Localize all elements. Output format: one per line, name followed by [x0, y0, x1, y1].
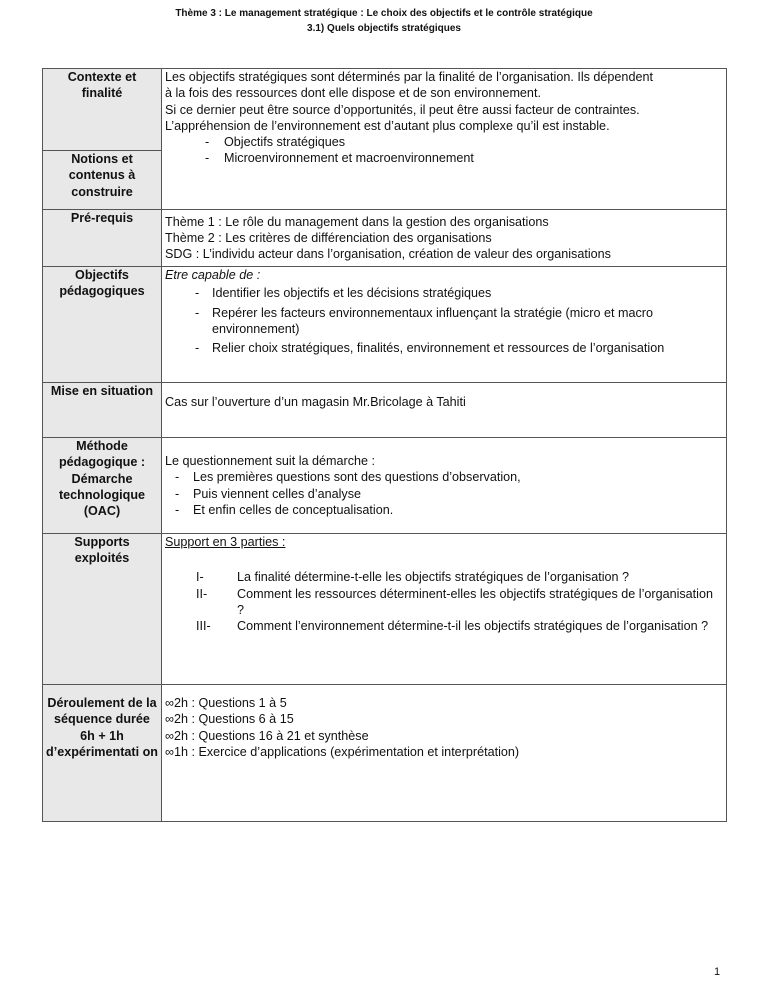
row-objectifs — [43, 267, 727, 383]
row-contexte-notions — [43, 69, 727, 151]
supports-list — [165, 569, 723, 634]
dash-marker: - — [175, 502, 180, 517]
cell-methode — [162, 438, 727, 534]
schedule-item: ∞1h : Exercice d’applications (expérimentation et interprétation) — [165, 744, 520, 759]
mise-text: Cas sur l’ouverture d’un magasin Mr.Bricolage à Tahiti — [165, 395, 466, 409]
row-deroulement — [43, 685, 727, 822]
cell-objectifs — [162, 267, 727, 383]
contexte-line-4: L’appréhension de l’environnement est d’autant plus complexe qu’il est instable. — [165, 118, 610, 133]
prerequis-line-1: Thème 1 : Le rôle du management dans la gestion des organisations — [165, 214, 549, 229]
contexte-line-2: à la fois des ressources dont elle dispose et de son environnement. — [165, 86, 541, 101]
label-supports: Supports exploités — [43, 534, 162, 685]
methode-item: - Puis viennent celles d’analyse — [175, 486, 362, 501]
row-mise — [43, 383, 727, 438]
methode-item: - Les premières questions sont des questions d’observation, — [175, 470, 521, 485]
roman-number: II- — [196, 586, 208, 601]
cell-deroulement — [162, 685, 727, 822]
label-deroulement: Déroulement de la séquence durée 6h + 1h d’expérimentati on — [43, 685, 162, 822]
page-number: 1 — [714, 966, 721, 978]
schedule-item: ∞2h : Questions 6 à 15 — [165, 712, 294, 727]
dash-marker: - — [205, 135, 210, 150]
label-objectifs: Objectifs pédagogiques — [43, 267, 162, 383]
methode-item: - Et enfin celles de conceptualisation. — [175, 502, 394, 517]
dash-marker: - — [195, 286, 200, 301]
objectif-item: - Repérer les facteurs environnementaux influençant la stratégie (micro et macro environnement) — [195, 305, 653, 336]
label-contexte: Contexte et finalité — [43, 69, 162, 151]
supports-intro: Support en 3 parties : — [165, 535, 286, 549]
label-mise: Mise en situation — [43, 383, 162, 438]
dash-marker: - — [195, 341, 200, 356]
cell-mise — [162, 383, 727, 438]
sequence-table — [42, 68, 727, 822]
row-supports — [43, 534, 727, 685]
prerequis-line-2: Thème 2 : Les critères de différenciation des organisations — [165, 230, 492, 245]
dash-marker: - — [205, 151, 210, 166]
schedule-item: ∞2h : Questions 1 à 5 — [165, 696, 287, 710]
dash-marker: - — [195, 305, 200, 320]
label-methode: Méthode pédagogique : Démarche technologique (OAC) — [43, 438, 162, 534]
objectifs-intro: Etre capable de : — [165, 268, 261, 282]
roman-number: III- — [196, 619, 211, 634]
methode-intro: Le questionnement suit la démarche : — [165, 453, 376, 468]
cell-prerequis — [162, 210, 727, 267]
cell-contexte-notions — [162, 69, 727, 210]
objectifs-list — [165, 285, 723, 356]
support-part: III- Comment l’environnement détermine-t-il les objectifs stratégiques de l’organisation ? — [196, 619, 709, 634]
label-notions: Notions et contenus à construire — [43, 151, 162, 210]
prerequis-line-3: SDG : L’individu acteur dans l’organisation, création de valeur des organisations — [165, 247, 611, 262]
row-methode — [43, 438, 727, 534]
contexte-line-1: Les objectifs stratégiques sont déterminés par la finalité de l’organisation. Ils dépendent — [165, 70, 653, 84]
header-subtitle: 3.1) Quels objectifs stratégiques — [307, 23, 461, 34]
roman-number: I- — [196, 570, 204, 585]
dash-marker: - — [175, 470, 180, 485]
objectif-item: - Relier choix stratégiques, finalités, environnement et ressources de l’organisation — [195, 341, 665, 356]
support-part: I- La finalité détermine-t-elle les objectifs stratégiques de l’organisation ? — [196, 570, 630, 585]
notion-item: - Objectifs stratégiques — [205, 135, 346, 150]
methode-list — [165, 469, 723, 518]
cell-supports — [162, 534, 727, 685]
notion-item: - Microenvironnement et macroenvironnement — [205, 151, 474, 166]
contexte-line-3: Si ce dernier peut être source d’opportunités, il peut être aussi facteur de contraintes. — [165, 102, 640, 117]
notions-list — [165, 134, 723, 167]
objectif-item: - Identifier les objectifs et les décisions stratégiques — [195, 286, 492, 301]
page-header — [0, 6, 768, 36]
schedule-item: ∞2h : Questions 16 à 21 et synthèse — [165, 728, 369, 743]
row-prerequis — [43, 210, 727, 267]
header-theme: Thème 3 : Le management stratégique : Le choix des objectifs et le contrôle stratégique — [175, 8, 593, 19]
label-prerequis: Pré-requis — [43, 210, 162, 267]
dash-marker: - — [175, 486, 180, 501]
support-part: II- Comment les ressources déterminent-elles les objectifs stratégiques de l’organisation ? — [196, 586, 713, 617]
